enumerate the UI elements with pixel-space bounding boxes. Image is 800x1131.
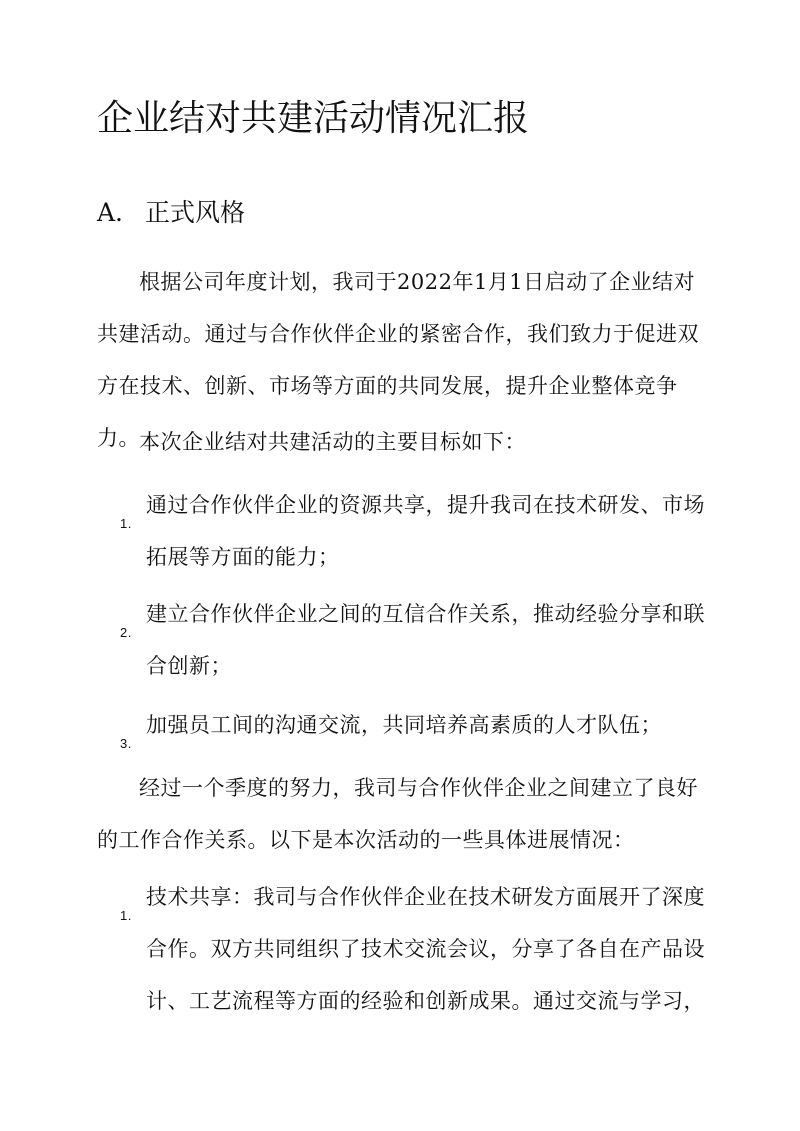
- section-heading: [97, 196, 245, 230]
- section-heading-text: 正式风格: [145, 198, 246, 227]
- goal-text: 建立合作伙伴企业之间的互信合作关系，推动经验分享和联合创新；: [146, 602, 705, 678]
- document-title: 企业结对共建活动情况汇报: [97, 98, 530, 139]
- goal-item-1: [120, 479, 712, 583]
- progress-text: 技术共享：我司与合作伙伴企业在技术研发方面展开了深度合作。双方共同组织了技术交流会议，分享了各自在产品设计、工艺流程等方面的经验和创新成果。通过交流与学习，: [146, 885, 705, 1013]
- goal-number: 3.: [120, 736, 132, 751]
- goal-item-3: [120, 699, 712, 751]
- goal-item-2: [120, 588, 712, 692]
- progress-intro-paragraph: 经过一个季度的努力，我司与合作伙伴企业之间建立了良好的工作合作关系。以下是本次活动的一些具体进展情况：: [97, 776, 698, 852]
- goals-intro-paragraph: 本次企业结对共建活动的主要目标如下：: [139, 430, 526, 454]
- goal-text: 加强员工间的沟通交流，共同培养高素质的人才队伍；: [146, 713, 662, 737]
- progress-number: 1.: [120, 908, 132, 923]
- goal-number: 1.: [120, 516, 132, 531]
- section-letter: A.: [97, 198, 124, 227]
- goal-number: 2.: [120, 625, 132, 640]
- progress-item-1: [120, 871, 712, 1027]
- goal-text: 通过合作伙伴企业的资源共享，提升我司在技术研发、市场拓展等方面的能力；: [146, 493, 705, 569]
- intro-paragraph: 根据公司年度计划，我司于2022年1月1日启动了企业结对共建活动。通过与合作伙伴企业的紧密合作，我们致力于促进双方在技术、创新、市场等方面的共同发展，提升企业整体竞争力。: [97, 270, 699, 450]
